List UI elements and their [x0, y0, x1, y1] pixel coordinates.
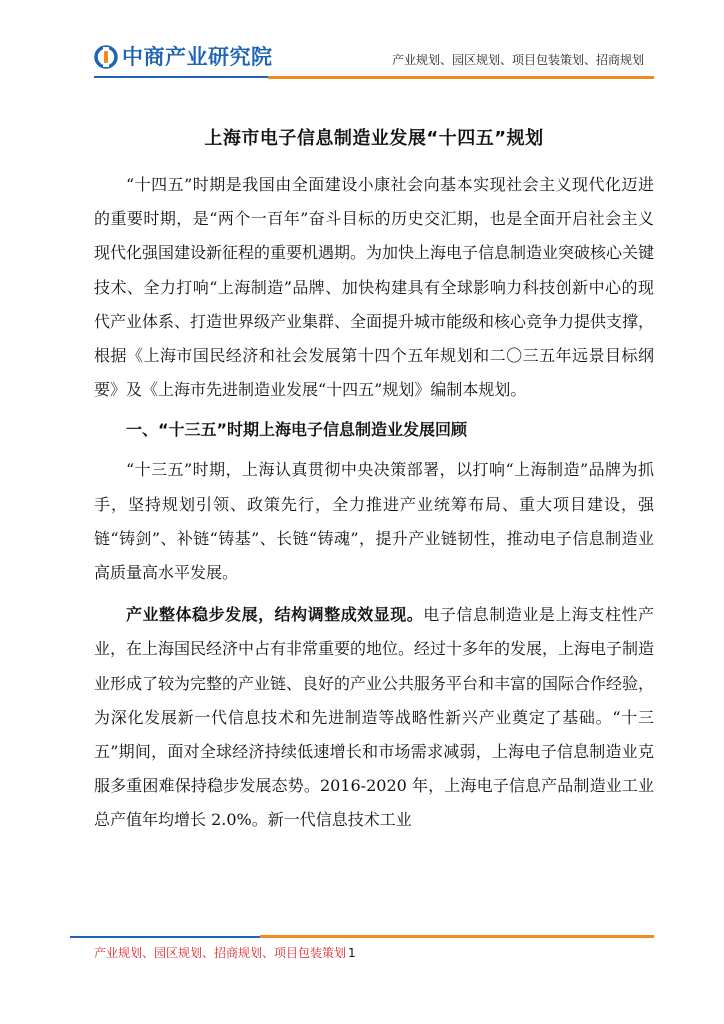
footer-text: 产业规划、园区规划、招商规划、项目包装策划	[94, 946, 347, 960]
logo-text: 中商产业研究院	[122, 45, 273, 69]
page-number: 1	[348, 946, 356, 960]
footer-divider-orange	[260, 935, 654, 938]
section-heading: 一、“十三五”时期上海电子信息制造业发展回顾	[126, 420, 468, 440]
intro-paragraph: “十四五”时期是我国由全面建设小康社会向基本实现社会主义现代化迈进的重要时期，是“两个一百年”奋斗目标的历史交汇期，也是全面开启社会主义现代化强国建设新征程的重要机遇期。为加快上海电子信息制造业突破核心关键技术、全力打响“上海制造”品牌、加快构建具有全球影响力科技创新中心的现代产业体系、打造世界级产业集群、全面提升城市能级和核心竞争力提供支撑，根据《上海市国民经济和社会发展第十四个五年规划和二〇三五年远景目标纲要》及《上海市先进制造业发展“十四五”规划》编制本规划。	[94, 175, 655, 400]
header-divider-blue	[94, 76, 268, 78]
subsection-lead: 产业整体稳步发展，结构调整成效显现。	[126, 605, 424, 625]
logo	[94, 44, 273, 70]
page-footer	[94, 944, 356, 961]
page-header	[0, 0, 724, 80]
subsection-body: 电子信息制造业是上海支柱性产业，在上海国民经济中占有非常重要的地位。经过十多年的发展，上海电子制造业形成了较为完整的产业链、良好的产业公共服务平台和丰富的国际合作经验，为深化发展新一代信息技术和先进制造等战略性新兴产业奠定了基础。“十三五”期间，面对全球经济持续低速增长和市场需求减弱，上海电子信息制造业克服多重困难保持稳步发展态势。2016-2020 年，上海电子信息产品制造业工业总产值年均增长 2.0%。新一代信息技术工业	[94, 605, 655, 830]
section-paragraph: “十三五”时期，上海认真贯彻中央决策部署，以打响“上海制造”品牌为抓手，坚持规划引领、政策先行，全力推进产业统筹布局、重大项目建设，强链“铸剑”、补链“铸基”、长链“铸魂”，提升产业链韧性，推动电子信息制造业高质量高水平发展。	[94, 460, 654, 583]
header-divider-orange	[268, 76, 654, 79]
document-body	[94, 124, 654, 838]
footer-divider-blue	[70, 936, 260, 938]
header-tagline: 产业规划、园区规划、项目包装策划、招商规划	[391, 53, 644, 67]
subsection-paragraph	[94, 598, 654, 837]
logo-mark-icon	[94, 45, 118, 69]
document-title: 上海市电子信息制造业发展“十四五”规划	[204, 128, 544, 149]
